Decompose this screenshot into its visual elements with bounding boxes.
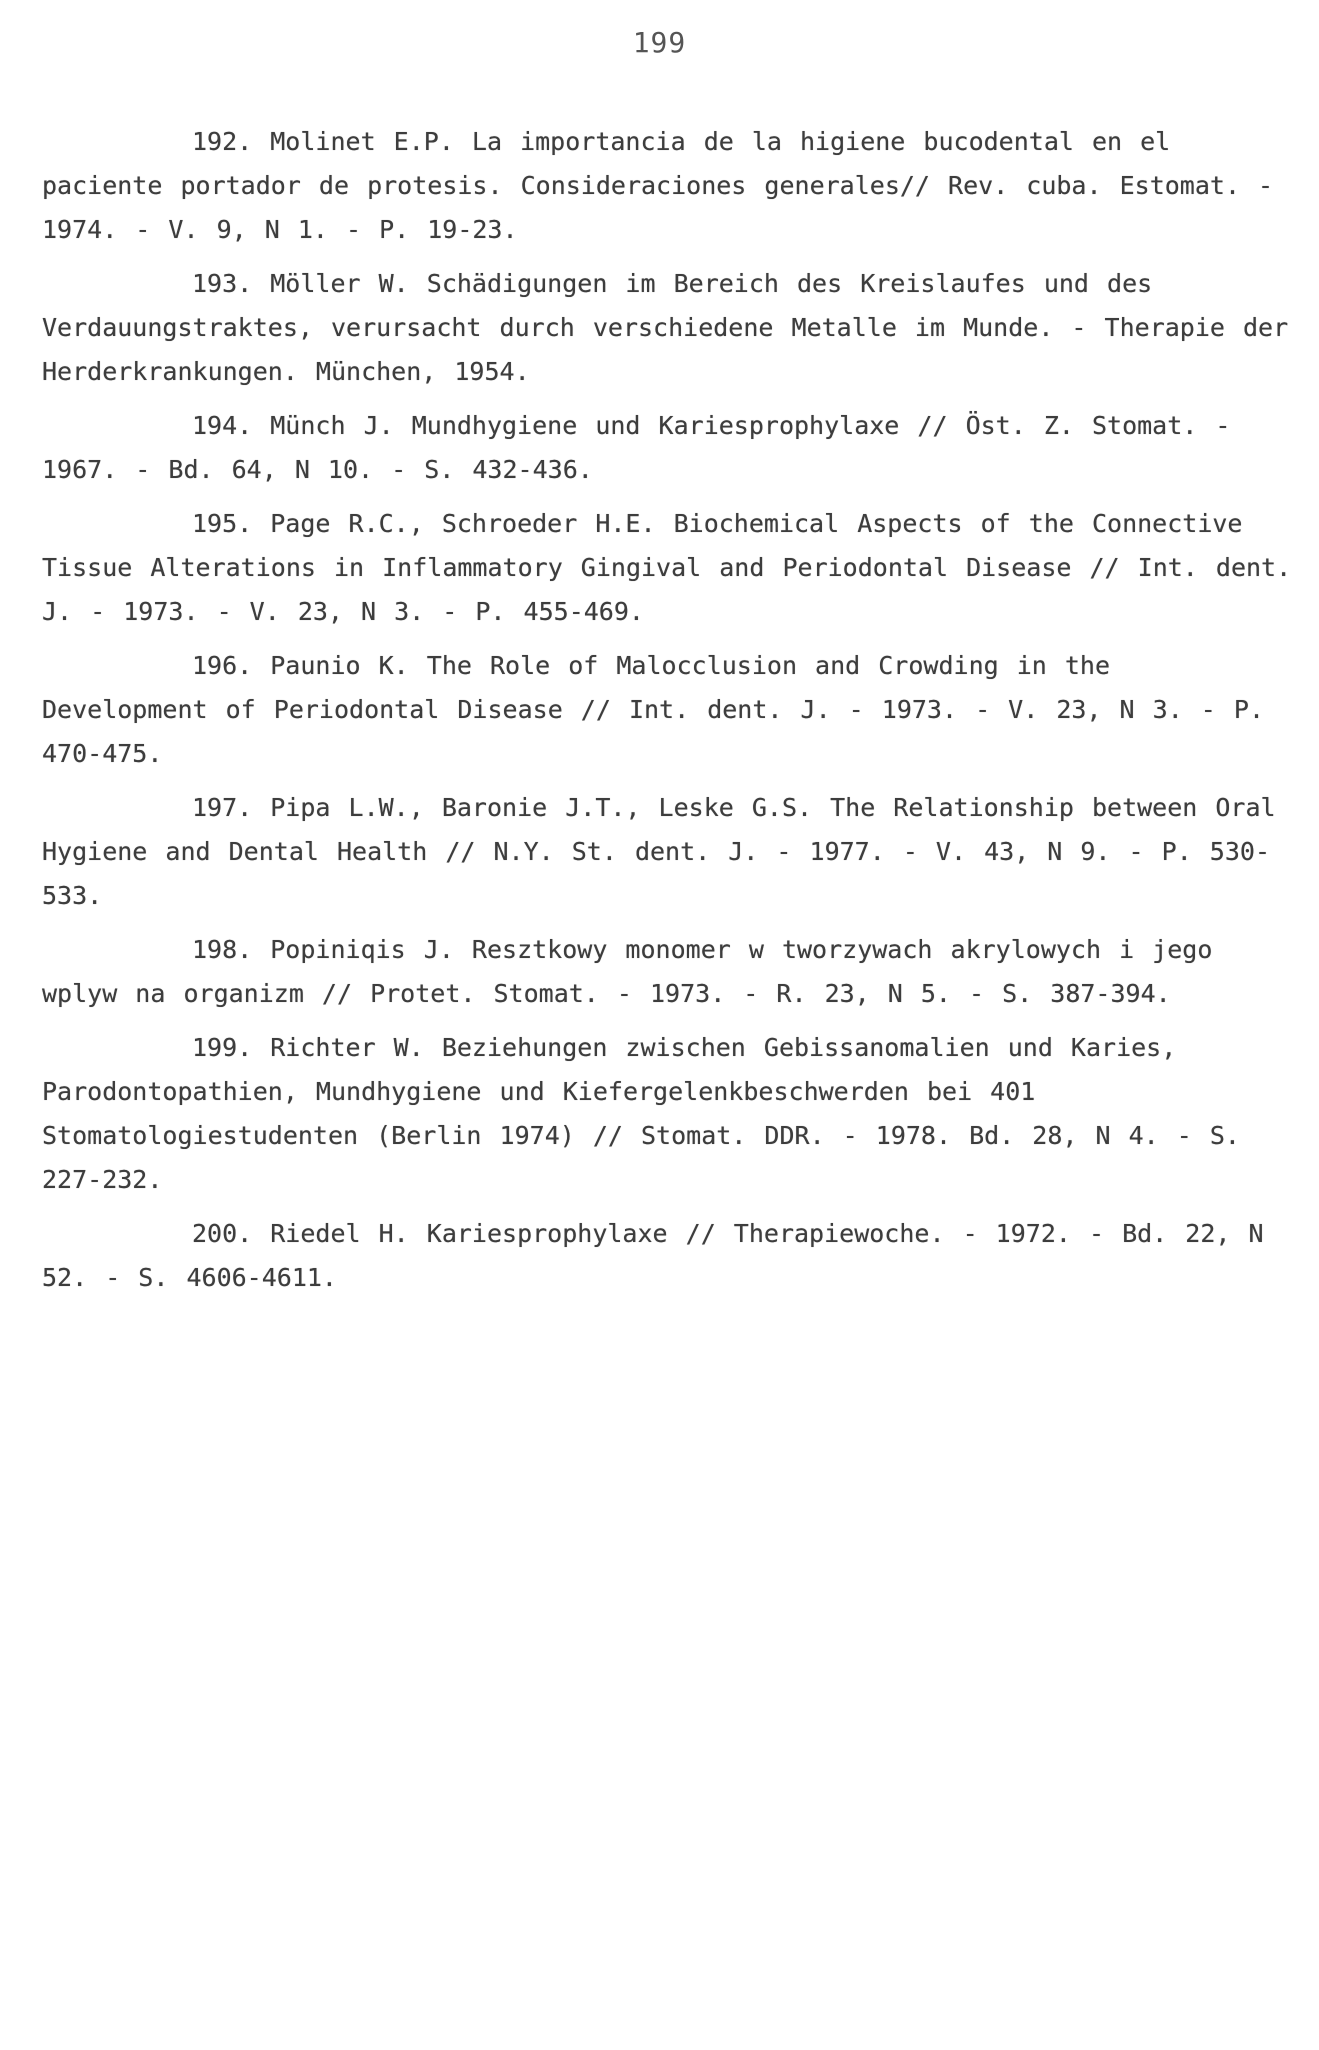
reference-item: 195. Page R.C., Schroeder H.E. Biochemical Aspects of the Connective Tissue Alterations in Inflammatory Gingival and Periodontal Disease // Int. dent. J. - 1973. - V. 23, N 3. - P. 455-469. (42, 509, 1292, 626)
reference-item: 200. Riedel H. Kariesprophylaxe // Therapiewoche. - 1972. - Bd. 22, N 52. - S. 4606-4611. (42, 1219, 1264, 1292)
reference-item: 197. Pipa L.W., Baronie J.T., Leske G.S. The Relationship between Oral Hygiene and Dental Health // N.Y. St. dent. J. - 1977. - V. 43, N 9. - P. 530-533. (42, 793, 1276, 910)
reference-item: 193. Möller W. Schädigungen im Bereich des Kreislaufes und des Verdauungstraktes, verursacht durch verschiedene Metalle im Munde. - Therapie der Herderkrankungen. München, 1954. (42, 269, 1289, 386)
reference-item: 194. Münch J. Mundhygiene und Kariesprophylaxe // Öst. Z. Stomat. - 1967. - Bd. 64, N 10. - S. 432-436. (42, 411, 1231, 484)
page-number: 199 (632, 26, 687, 59)
reference-list (42, 120, 1292, 1310)
reference-item: 192. Molinet E.P. La importancia de la higiene bucodental en el paciente portador de protesis. Consideraciones generales// Rev. cuba. Estomat. - 1974. - V. 9, N 1. - P. 19-23. (42, 127, 1274, 244)
reference-item: 198. Popiniqis J. Resztkowy monomer w tworzywach akrylowych i jego wplyw na organizm // Protet. Stomat. - 1973. - R. 23, N 5. - S. 387-394. (42, 935, 1213, 1008)
reference-item: 196. Paunio K. The Role of Malocclusion and Crowding in the Development of Periodontal Disease // Int. dent. J. - 1973. - V. 23, N 3. - P. 470-475. (42, 651, 1264, 768)
reference-item: 199. Richter W. Beziehungen zwischen Gebissanomalien und Karies, Parodontopathien, Mundhygiene und Kiefergelenkbeschwerden bei 401 Stomatologiestudenten (Berlin 1974) // Stomat. DDR. - 1978. Bd. 28, N 4. - S. 227-232. (42, 1033, 1240, 1194)
